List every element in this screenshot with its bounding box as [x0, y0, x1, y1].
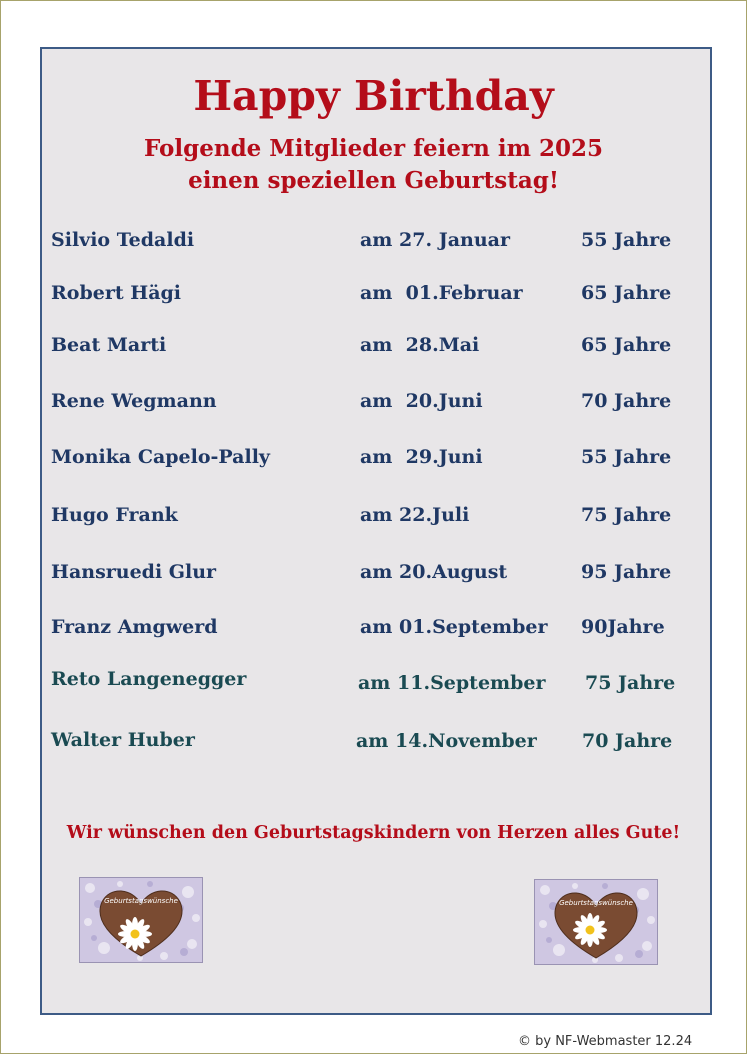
subtitle-line-1: Folgende Mitglieder feiern im 2025: [143, 135, 603, 162]
member-age: 65 Jahre: [581, 334, 672, 356]
member-row: [0, 442, 747, 472]
member-name: Silvio Tedaldi: [51, 229, 195, 251]
member-date: am 14.November: [356, 730, 537, 752]
member-age: 55 Jahre: [581, 446, 672, 468]
member-age: 70 Jahre: [582, 730, 673, 752]
heart-daisy-icon: [80, 878, 202, 962]
member-date: am 01.Februar: [360, 282, 523, 304]
member-row: [0, 725, 747, 755]
member-date: am 20.August: [360, 561, 508, 583]
member-date: am 27. Januar: [360, 229, 510, 251]
birthday-wish: Wir wünschen den Geburtstagskindern von Herzen alles Gute!: [66, 823, 681, 843]
member-age: 95 Jahre: [581, 561, 672, 583]
member-name: Rene Wegmann: [51, 390, 217, 412]
member-age: 90Jahre: [581, 616, 665, 638]
member-name: Hugo Frank: [51, 504, 178, 526]
member-name: Robert Hägi: [51, 282, 182, 304]
member-date: am 01.September: [360, 616, 548, 638]
birthday-card-image: [79, 877, 203, 963]
heart-daisy-icon: [535, 880, 657, 964]
member-age: 75 Jahre: [581, 504, 672, 526]
member-row: [0, 278, 747, 308]
member-name: Monika Capelo-Pally: [51, 446, 270, 468]
member-date: am 28.Mai: [360, 334, 480, 356]
member-age: 70 Jahre: [581, 390, 672, 412]
member-row: [0, 557, 747, 587]
member-date: am 11.September: [358, 672, 546, 694]
card-caption: Geburtstagswünsche: [104, 897, 178, 905]
member-name: Beat Marti: [51, 334, 167, 356]
member-row: [0, 225, 747, 255]
member-age: 65 Jahre: [581, 282, 672, 304]
member-row: [0, 612, 747, 642]
member-row: [0, 330, 747, 360]
member-date: am 22.Juli: [360, 504, 470, 526]
member-age: 55 Jahre: [581, 229, 672, 251]
birthday-card-image: [534, 879, 658, 965]
member-name: Walter Huber: [51, 729, 195, 751]
member-date: am 20.Juni: [360, 390, 483, 412]
subtitle-line-2: einen speziellen Geburtstag!: [188, 167, 559, 194]
copyright-notice: © by NF-Webmaster 12.24: [518, 1034, 693, 1049]
member-date: am 29.Juni: [360, 446, 483, 468]
member-name: Reto Langenegger: [51, 668, 247, 690]
page-title: Happy Birthday: [193, 72, 554, 120]
member-name: Franz Amgwerd: [51, 616, 218, 638]
member-row: [0, 386, 747, 416]
member-age: 75 Jahre: [585, 672, 676, 694]
member-row: [0, 664, 747, 694]
member-name: Hansruedi Glur: [51, 561, 217, 583]
card-caption: Geburtstagswünsche: [559, 899, 633, 907]
member-row: [0, 500, 747, 530]
